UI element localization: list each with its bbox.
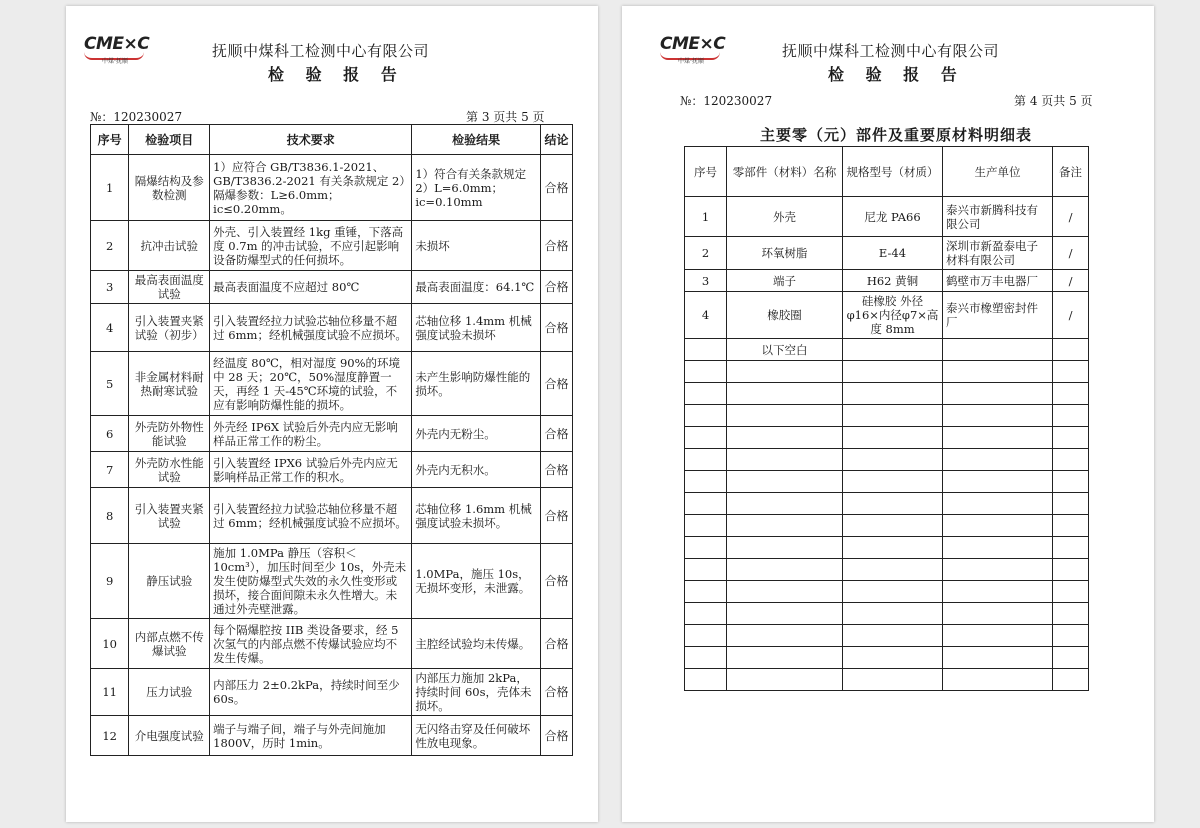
requirement-cell: 端子与端子间，端子与外壳间施加 1800V，历时 1min。 [210,716,412,756]
empty-cell [843,383,943,405]
requirement-cell: 外壳、引入装置经 1kg 重锤，下落高度 0.7m 的冲击试验，不应引起影响设备防爆型式的任何损坏。 [210,221,412,271]
parts-table [684,146,1089,691]
empty-row [685,383,1089,405]
empty-cell [943,625,1053,647]
empty-row [685,493,1089,515]
row-number-cell: 4 [685,292,727,339]
table-row [91,416,573,452]
empty-cell [685,361,727,383]
empty-row [685,449,1089,471]
empty-cell [943,405,1053,427]
report-page-4 [622,6,1154,822]
result-cell: 无闪络击穿及任何破坏性放电现象。 [412,716,541,756]
empty-cell [943,515,1053,537]
empty-cell [685,449,727,471]
blank-note-cell: 以下空白 [727,339,843,361]
empty-cell [727,559,843,581]
empty-cell [943,471,1053,493]
row-number-cell: 4 [91,304,129,352]
table-row [91,271,573,304]
empty-cell [943,427,1053,449]
requirement-cell: 最高表面温度不应超过 80℃ [210,271,412,304]
empty-cell [685,405,727,427]
empty-cell [727,581,843,603]
empty-row [685,647,1089,669]
empty-cell [685,493,727,515]
requirement-cell: 引入装置经拉力试验芯轴位移量不超过 6mm；经机械强度试验不应损坏。 [210,488,412,544]
empty-cell [843,361,943,383]
empty-cell [943,581,1053,603]
blank-note-row [685,339,1089,361]
conclusion-cell: 合格 [541,716,573,756]
logo-text: CME×C [660,34,726,54]
empty-cell [1053,361,1089,383]
page-info: 第 3 页共 5 页 [466,110,545,124]
cmec-logo [84,34,154,72]
test-item-cell: 引入装置夹紧试验 [129,488,210,544]
empty-row [685,625,1089,647]
row-number-cell: 6 [91,416,129,452]
empty-cell [1053,537,1089,559]
result-cell: 最高表面温度：64.1℃ [412,271,541,304]
empty-cell [1053,581,1089,603]
report-number-value: 120230027 [113,110,183,124]
report-title: 检 验 报 告 [268,65,405,84]
part-name-cell: 橡胶圈 [727,292,843,339]
empty-cell [1053,339,1089,361]
row-number-cell: 9 [91,544,129,619]
result-cell: 未产生影响防爆性能的损坏。 [412,352,541,416]
empty-cell [727,405,843,427]
empty-cell [727,449,843,471]
report-page-3 [66,6,598,822]
test-item-cell: 抗冲击试验 [129,221,210,271]
empty-cell [685,625,727,647]
empty-cell [1053,559,1089,581]
note-cell: / [1053,292,1089,339]
report-number-label: №： [90,110,114,124]
row-number-cell: 2 [91,221,129,271]
report-number [90,108,182,125]
table-header-cell: 技术要求 [210,125,412,155]
empty-row [685,515,1089,537]
page-info: 第 4 页共 5 页 [1014,94,1093,108]
empty-cell [843,493,943,515]
empty-cell [685,537,727,559]
empty-cell [1053,603,1089,625]
empty-cell [943,493,1053,515]
conclusion-cell: 合格 [541,452,573,488]
empty-row [685,471,1089,493]
note-cell: / [1053,270,1089,292]
empty-cell [1053,625,1089,647]
table-header-cell: 备注 [1053,147,1089,197]
row-number-cell: 3 [91,271,129,304]
empty-cell [685,669,727,691]
empty-cell [685,559,727,581]
empty-row [685,427,1089,449]
empty-cell [727,603,843,625]
empty-cell [685,471,727,493]
conclusion-cell: 合格 [541,488,573,544]
empty-cell [727,383,843,405]
part-name-cell: 外壳 [727,197,843,237]
empty-cell [685,383,727,405]
table-header-cell: 规格型号（材质） [843,147,943,197]
table-header-cell: 生产单位 [943,147,1053,197]
spec-cell: 硅橡胶 外径φ16×内径φ7×高度 8mm [843,292,943,339]
row-number-cell: 3 [685,270,727,292]
table-header-row [91,125,573,155]
empty-cell [1053,493,1089,515]
table-header-row [685,147,1089,197]
logo-subtext: 中煤·抚顺 [678,58,704,65]
empty-cell [943,669,1053,691]
empty-cell [943,603,1053,625]
row-number-cell: 11 [91,669,129,716]
table-row [91,155,573,221]
test-item-cell: 压力试验 [129,669,210,716]
empty-cell [727,669,843,691]
empty-cell [943,361,1053,383]
part-name-cell: 环氧树脂 [727,237,843,270]
table-row [91,716,573,756]
empty-cell [727,427,843,449]
empty-cell [685,581,727,603]
test-item-cell: 介电强度试验 [129,716,210,756]
row-number-cell: 8 [91,488,129,544]
note-cell: / [1053,197,1089,237]
empty-cell [843,427,943,449]
manufacturer-cell: 泰兴市橡塑密封件厂 [943,292,1053,339]
table-row [91,352,573,416]
manufacturer-cell: 深圳市新盈泰电子材料有限公司 [943,237,1053,270]
table-header-cell: 结论 [541,125,573,155]
row-number-cell: 12 [91,716,129,756]
result-cell: 未损坏 [412,221,541,271]
note-cell: / [1053,237,1089,270]
table-row [685,292,1089,339]
logo-subtext: 中煤·抚顺 [102,58,128,65]
table-header-cell: 检验项目 [129,125,210,155]
empty-cell [727,537,843,559]
requirement-cell: 内部压力 2±0.2kPa，持续时间至少 60s。 [210,669,412,716]
row-number-cell: 2 [685,237,727,270]
spec-cell: E-44 [843,237,943,270]
table-row [685,270,1089,292]
empty-cell [843,625,943,647]
conclusion-cell: 合格 [541,669,573,716]
result-cell: 外壳内无积水。 [412,452,541,488]
table-row [685,237,1089,270]
empty-cell [943,383,1053,405]
empty-row [685,537,1089,559]
empty-row [685,405,1089,427]
empty-row [685,559,1089,581]
table-row [91,544,573,619]
table-row [685,197,1089,237]
empty-cell [685,647,727,669]
empty-cell [727,515,843,537]
row-number-cell: 7 [91,452,129,488]
test-item-cell: 静压试验 [129,544,210,619]
conclusion-cell: 合格 [541,544,573,619]
requirement-cell: 引入装置经拉力试验芯轴位移量不超过 6mm；经机械强度试验不应损坏。 [210,304,412,352]
manufacturer-cell: 鹤壁市万丰电器厂 [943,270,1053,292]
spec-cell: H62 黄铜 [843,270,943,292]
table-header-cell: 零部件（材料）名称 [727,147,843,197]
result-cell: 1.0MPa，施压 10s，无损坏变形，未泄露。 [412,544,541,619]
requirement-cell: 1）应符合 GB/T3836.1-2021、GB/T3836.2-2021 有关条款规定 2）隔爆参数：L≥6.0mm；ic≤0.20mm。 [210,155,412,221]
report-title: 检 验 报 告 [828,65,965,84]
table-header-cell: 序号 [685,147,727,197]
empty-cell [1053,647,1089,669]
empty-cell [843,405,943,427]
table-row [91,488,573,544]
empty-cell [727,471,843,493]
empty-cell [843,515,943,537]
result-cell: 芯轴位移 1.4mm 机械强度试验未损坏 [412,304,541,352]
empty-cell [1053,515,1089,537]
inspection-table [90,124,573,756]
test-item-cell: 非金属材料耐热耐寒试验 [129,352,210,416]
table-row [91,221,573,271]
part-name-cell: 端子 [727,270,843,292]
empty-cell [1053,669,1089,691]
empty-cell [843,471,943,493]
test-item-cell: 外壳防水性能试验 [129,452,210,488]
empty-cell [843,339,943,361]
row-number-cell: 5 [91,352,129,416]
conclusion-cell: 合格 [541,416,573,452]
empty-cell [1053,449,1089,471]
empty-cell [685,515,727,537]
logo-text: CME×C [84,34,150,54]
result-cell: 外壳内无粉尘。 [412,416,541,452]
empty-cell [943,647,1053,669]
conclusion-cell: 合格 [541,221,573,271]
conclusion-cell: 合格 [541,352,573,416]
test-item-cell: 最高表面温度试验 [129,271,210,304]
requirement-cell: 外壳经 IP6X 试验后外壳内应无影响样品正常工作的粉尘。 [210,416,412,452]
org-name: 抚顺中煤科工检测中心有限公司 [782,42,1000,60]
empty-cell [1053,383,1089,405]
conclusion-cell: 合格 [541,304,573,352]
empty-row [685,581,1089,603]
requirement-cell: 每个隔爆腔按 IIB 类设备要求，经 5 次氢气的内部点燃不传爆试验应均不发生传爆。 [210,619,412,669]
requirement-cell: 施加 1.0MPa 静压（容积＜10cm³），加压时间至少 10s，外壳未发生使防爆型式失效的永久性变形或损坏，接合面间隙未永久性增大。未通过外壳壁泄露。 [210,544,412,619]
conclusion-cell: 合格 [541,271,573,304]
empty-cell [843,581,943,603]
empty-cell [943,537,1053,559]
empty-cell [1053,427,1089,449]
table-row [91,304,573,352]
report-number [680,92,772,109]
empty-cell [1053,471,1089,493]
table-header-cell: 序号 [91,125,129,155]
conclusion-cell: 合格 [541,155,573,221]
row-number-cell: 1 [91,155,129,221]
empty-cell [1053,405,1089,427]
row-number-cell: 1 [685,197,727,237]
empty-cell [843,647,943,669]
result-cell: 1）符合有关条款规定 2）L=6.0mm；ic=0.10mm [412,155,541,221]
empty-cell [727,493,843,515]
empty-cell [685,603,727,625]
org-name: 抚顺中煤科工检测中心有限公司 [212,42,430,60]
requirement-cell: 引入装置经 IPX6 试验后外壳内应无影响样品正常工作的积水。 [210,452,412,488]
result-cell: 主腔经试验均未传爆。 [412,619,541,669]
empty-cell [943,339,1053,361]
row-number-cell: 10 [91,619,129,669]
table-row [91,619,573,669]
empty-cell [943,449,1053,471]
result-cell: 内部压力施加 2kPa，持续时间 60s，壳体未损坏。 [412,669,541,716]
empty-cell [843,537,943,559]
empty-row [685,361,1089,383]
conclusion-cell: 合格 [541,619,573,669]
table-row [91,669,573,716]
empty-cell [685,339,727,361]
report-number-value: 120230027 [703,94,773,108]
parts-table-title: 主要零（元）部件及重要原材料明细表 [760,126,1033,144]
empty-cell [943,559,1053,581]
empty-cell [843,669,943,691]
empty-cell [843,449,943,471]
test-item-cell: 引入装置夹紧试验（初步） [129,304,210,352]
empty-row [685,603,1089,625]
empty-cell [727,625,843,647]
cmec-logo [660,34,730,72]
requirement-cell: 经温度 80℃，相对湿度 90%的环境中 28 天；20℃，50%湿度静置一天，再经 1 天-45℃环境的试验，不应有影响防爆性能的损坏。 [210,352,412,416]
empty-row [685,669,1089,691]
test-item-cell: 外壳防外物性能试验 [129,416,210,452]
manufacturer-cell: 泰兴市新腾科技有限公司 [943,197,1053,237]
test-item-cell: 隔爆结构及参数检测 [129,155,210,221]
spec-cell: 尼龙 PA66 [843,197,943,237]
empty-cell [727,361,843,383]
empty-cell [843,603,943,625]
empty-cell [843,559,943,581]
empty-cell [727,647,843,669]
report-number-label: №： [680,94,704,108]
table-row [91,452,573,488]
empty-cell [685,427,727,449]
test-item-cell: 内部点燃不传爆试验 [129,619,210,669]
result-cell: 芯轴位移 1.6mm 机械强度试验未损坏。 [412,488,541,544]
table-header-cell: 检验结果 [412,125,541,155]
